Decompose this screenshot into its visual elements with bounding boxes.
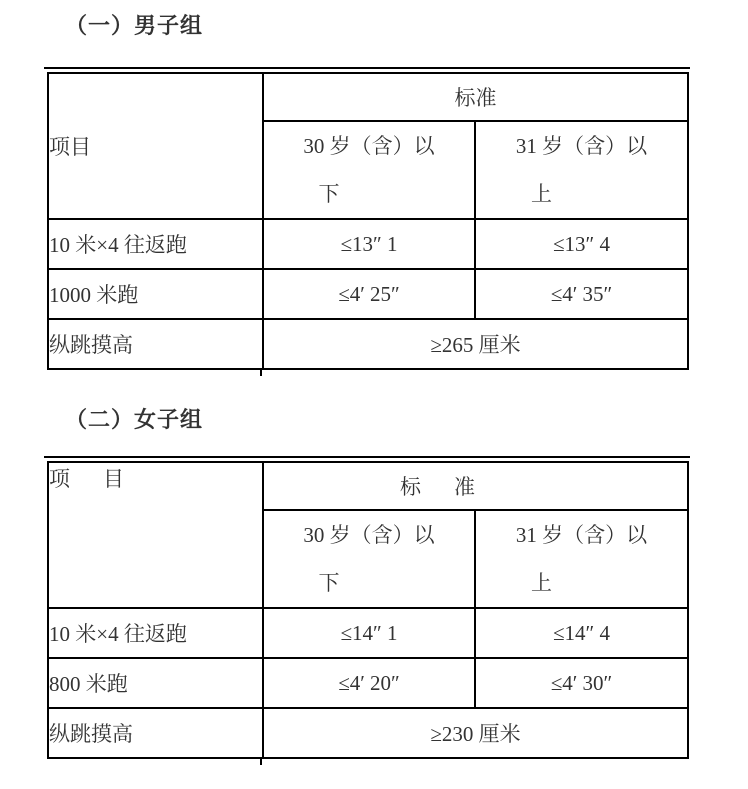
row-value-cell: ≤4′ 35″: [475, 269, 688, 319]
men-group-heading: （一）男子组: [65, 13, 204, 38]
age-header-line: 31 岁（含）以: [515, 134, 648, 158]
age-header-line: 下: [318, 571, 340, 595]
table-row: [48, 319, 688, 369]
row-merged-value-cell: ≥230 厘米: [263, 708, 688, 758]
table-row: [48, 608, 688, 658]
age-header-line: 上: [531, 571, 552, 595]
row-value-cell: ≤4′ 20″: [263, 658, 475, 708]
item-header-cell: 项目: [48, 73, 263, 219]
row-value-cell: ≤4′ 25″: [263, 269, 475, 319]
row-item-cell: 纵跳摸高: [48, 708, 263, 758]
women-group-heading: （二）女子组: [65, 407, 204, 432]
table-row: [48, 708, 688, 758]
column-divider-overhang: [260, 759, 262, 765]
age-header-line: 31 岁（含）以: [515, 523, 648, 547]
table-top-rule: [44, 456, 690, 458]
row-value-cell: ≤4′ 30″: [475, 658, 688, 708]
standard-header-cell: 标准: [263, 73, 688, 121]
row-value-cell: ≤14″ 4: [475, 608, 688, 658]
standard-header-cell: 标 准: [263, 462, 688, 510]
table-row: [48, 462, 688, 510]
row-item-cell: 1000 米跑: [48, 269, 263, 319]
men-standards-table: [47, 72, 689, 370]
men-table-wrap: [47, 67, 687, 370]
table-row: [48, 269, 688, 319]
row-item-cell: 10 米×4 往返跑: [48, 219, 263, 269]
row-value-cell: ≤14″ 1: [263, 608, 475, 658]
age-over-31-header-cell: [475, 121, 688, 219]
table-top-rule: [44, 67, 690, 69]
women-table-wrap: [47, 456, 687, 759]
row-item-cell: 纵跳摸高: [48, 319, 263, 369]
row-value-cell: ≤13″ 4: [475, 219, 688, 269]
row-value-cell: ≤13″ 1: [263, 219, 475, 269]
row-merged-value-cell: ≥265 厘米: [263, 319, 688, 369]
age-header-line: 下: [318, 182, 340, 206]
age-header-line: 30 岁（含）以: [303, 134, 435, 158]
item-header-cell: 项 目: [48, 462, 263, 608]
table-row: [48, 219, 688, 269]
age-over-31-header-cell: [475, 510, 688, 608]
row-item-cell: 10 米×4 往返跑: [48, 608, 263, 658]
table-row: [48, 73, 688, 121]
column-divider-overhang: [260, 370, 262, 376]
women-standards-table: [47, 461, 689, 759]
row-item-cell: 800 米跑: [48, 658, 263, 708]
table-row: [48, 658, 688, 708]
age-header-line: 上: [531, 182, 552, 206]
age-header-line: 30 岁（含）以: [303, 523, 435, 547]
